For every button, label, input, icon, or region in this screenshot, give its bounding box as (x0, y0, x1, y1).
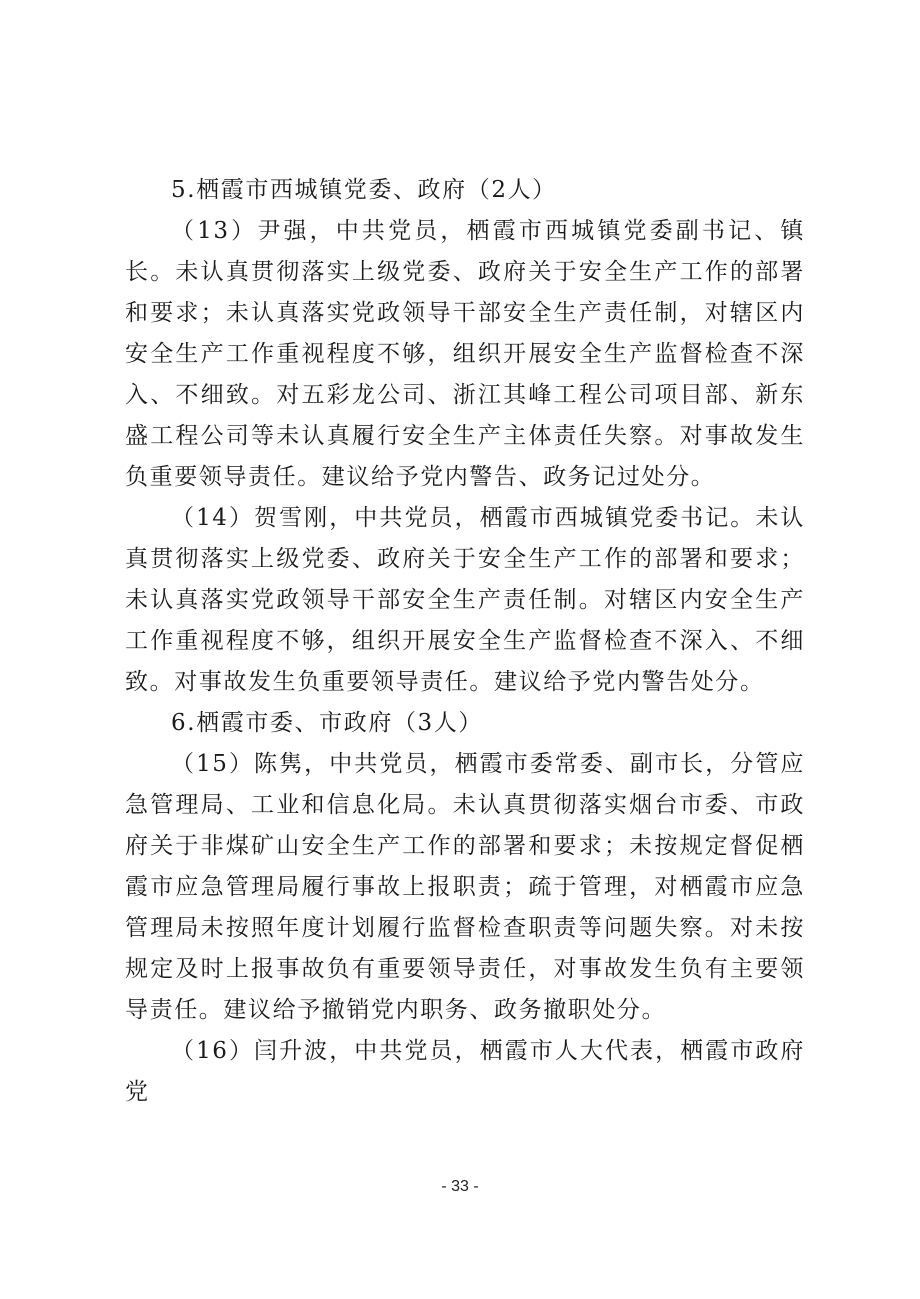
paragraph-15: （15）陈隽，中共党员，栖霞市委常委、副市长，分管应急管理局、工业和信息化局。未认真贯彻落实烟台市委、市政府关于非煤矿山安全生产工作的部署和要求；未按规定督促栖霞市应急管理局履行事故上报职责；疏于管理，对栖霞市应急管理局未按照年度计划履行监督检查职责等问题失察。对未按规定及时上报事故负有重要领导责任，对事故发生负有主要领导责任。建议给予撤销党内职务、政务撤职处分。 (125, 751, 805, 1023)
document-body (125, 170, 805, 1113)
paragraph-16: （16）闫升波，中共党员，栖霞市人大代表，栖霞市政府党 (125, 1038, 805, 1105)
page-number: - 33 - (441, 1178, 479, 1195)
paragraph-13: （13）尹强，中共党员，栖霞市西城镇党委副书记、镇长。未认真贯彻落实上级党委、政府关于安全生产工作的部署和要求；未认真落实党政领导干部安全生产责任制，对辖区内安全生产工作重视程度不够，组织开展安全生产监督检查不深入、不细致。对五彩龙公司、浙江其峰工程公司项目部、新东盛工程公司等未认真履行安全生产主体责任失察。对事故发生负重要领导责任。建议给予党内警告、政务记过处分。 (125, 218, 805, 490)
section-heading-6: 6.栖霞市委、市政府（3人） (171, 710, 483, 736)
section-heading-5: 5.栖霞市西城镇党委、政府（2人） (171, 177, 557, 203)
paragraph-14: （14）贺雪刚，中共党员，栖霞市西城镇党委书记。未认真贯彻落实上级党委、政府关于安全生产工作的部署和要求；未认真落实党政领导干部安全生产责任制。对辖区内安全生产工作重视程度不够，组织开展安全生产监督检查不深入、不细致。对事故发生负重要领导责任。建议给予党内警告处分。 (125, 505, 805, 695)
